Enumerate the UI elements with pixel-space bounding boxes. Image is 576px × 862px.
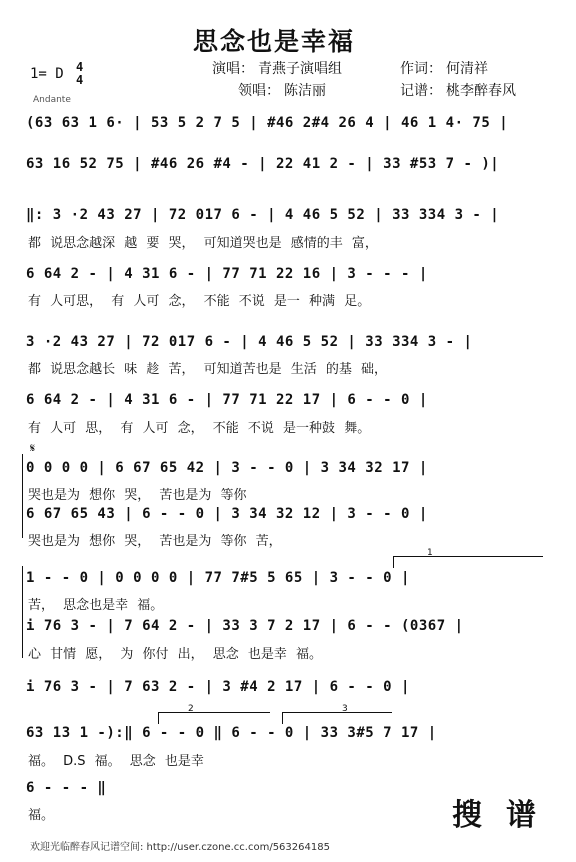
lyric-row-8: 哭也是为 想你 哭， 苦也是为 等你 苦， <box>28 534 282 549</box>
score-row-11: i 76 3 - | 7 63 2 - | 3 #4 2 17 | 6 - - 0 | <box>26 679 410 695</box>
volta-1-start <box>393 556 394 568</box>
score-row-3: ‖: 3 ·2 43 27 | 72 017 6 - | 4 46 5 52 | 33 334 3 - | <box>26 207 500 223</box>
volta-3-number: 3 <box>342 704 348 714</box>
volta-1-line <box>393 556 543 557</box>
score-row-1: (63 63 1 6· | 53 5 2 7 5 | #46 2#4 26 4 | 46 1 4· 75 | <box>26 115 509 131</box>
lyric-row-10: 心 甘情 愿， 为 你付 出， 思念 也是幸 福。 <box>28 647 323 662</box>
singer-label: 演唱： <box>212 61 254 77</box>
lyricist: 何清祥 <box>446 61 488 77</box>
brace-line-2 <box>22 566 23 658</box>
volta-2-line <box>158 712 270 713</box>
score-row-7: 0 0 0 0 | 6 67 65 42 | 3 - - 0 | 3 34 32 17 | <box>26 460 428 476</box>
score-row-6: 6 64 2 - | 4 31 6 - | 77 71 22 17 | 6 - - 0 | <box>26 392 428 408</box>
footer-text: 欢迎光临醉春风记谱空间: http://user.czone.cc.com/563264185 <box>30 842 330 853</box>
volta-2-number: 2 <box>188 704 194 714</box>
time-signature-bottom: 4 <box>76 73 84 87</box>
score-row-12: 63 13 1 -):‖ 6 - - 0 ‖ 6 - - 0 | 33 3#5 7 17 | <box>26 725 437 741</box>
notation-label: 记谱： <box>400 83 442 99</box>
segno-mark: 𝄋 <box>30 441 36 455</box>
score-row-13: 6 - - - ‖ <box>26 780 107 796</box>
lyric-row-7: 哭也是为 想你 哭， 苦也是为 等你 <box>28 488 247 503</box>
brace-line <box>22 454 23 538</box>
page-title: 思念也是幸福 <box>193 27 356 56</box>
volta-1-number: 1 <box>427 548 433 558</box>
lyric-row-13: 福。 <box>28 808 55 823</box>
lyric-row-6: 有 人可 思， 有 人可 念， 不能 不说 是一种鼓 舞。 <box>28 421 371 436</box>
lead-singer: 陈洁丽 <box>284 83 326 99</box>
site-logo: 搜谱 <box>452 798 560 833</box>
tempo-mark: Andante <box>33 95 71 105</box>
singer: 青燕子演唱组 <box>258 61 342 77</box>
lead-label: 领唱： <box>238 83 280 99</box>
volta-3-line <box>282 712 392 713</box>
score-row-10: i 76 3 - | 7 64 2 - | 33 3 7 2 17 | 6 - - (0367 | <box>26 618 464 634</box>
lyric-row-3: 都 说思念越深 越 要 哭， 可知道哭也是 感情的丰 富， <box>28 236 378 251</box>
volta-3-start <box>282 712 283 724</box>
lyric-row-4: 有 人可思， 有 人可 念， 不能 不说 是一 种满 足。 <box>28 294 371 309</box>
lyric-row-5: 都 说思念越长 味 趁 苦， 可知道苦也是 生活 的基 础， <box>28 362 388 377</box>
score-row-9: 1 - - 0 | 0 0 0 0 | 77 7#5 5 65 | 3 - - 0 | <box>26 570 410 586</box>
lyricist-label: 作词： <box>400 61 442 77</box>
score-row-8: 6 67 65 43 | 6 - - 0 | 3 34 32 12 | 3 - - 0 | <box>26 506 428 522</box>
lyric-row-12: 福。 D.S 福。 思念 也是幸 <box>28 754 204 769</box>
score-row-4: 6 64 2 - | 4 31 6 - | 77 71 22 16 | 3 - - - | <box>26 266 428 282</box>
score-row-2: 63 16 52 75 | #46 26 #4 - | 22 41 2 - | 33 #53 7 - )| <box>26 156 500 172</box>
lyric-row-9: 苦， 思念也是幸 福。 <box>28 598 164 613</box>
key-signature: 1= D <box>30 66 64 82</box>
notation-by: 桃李醉春风 <box>446 83 516 99</box>
score-row-5: 3 ·2 43 27 | 72 017 6 - | 4 46 5 52 | 33 334 3 - | <box>26 334 473 350</box>
volta-2-start <box>158 712 159 724</box>
time-signature-top: 4 <box>76 60 84 74</box>
